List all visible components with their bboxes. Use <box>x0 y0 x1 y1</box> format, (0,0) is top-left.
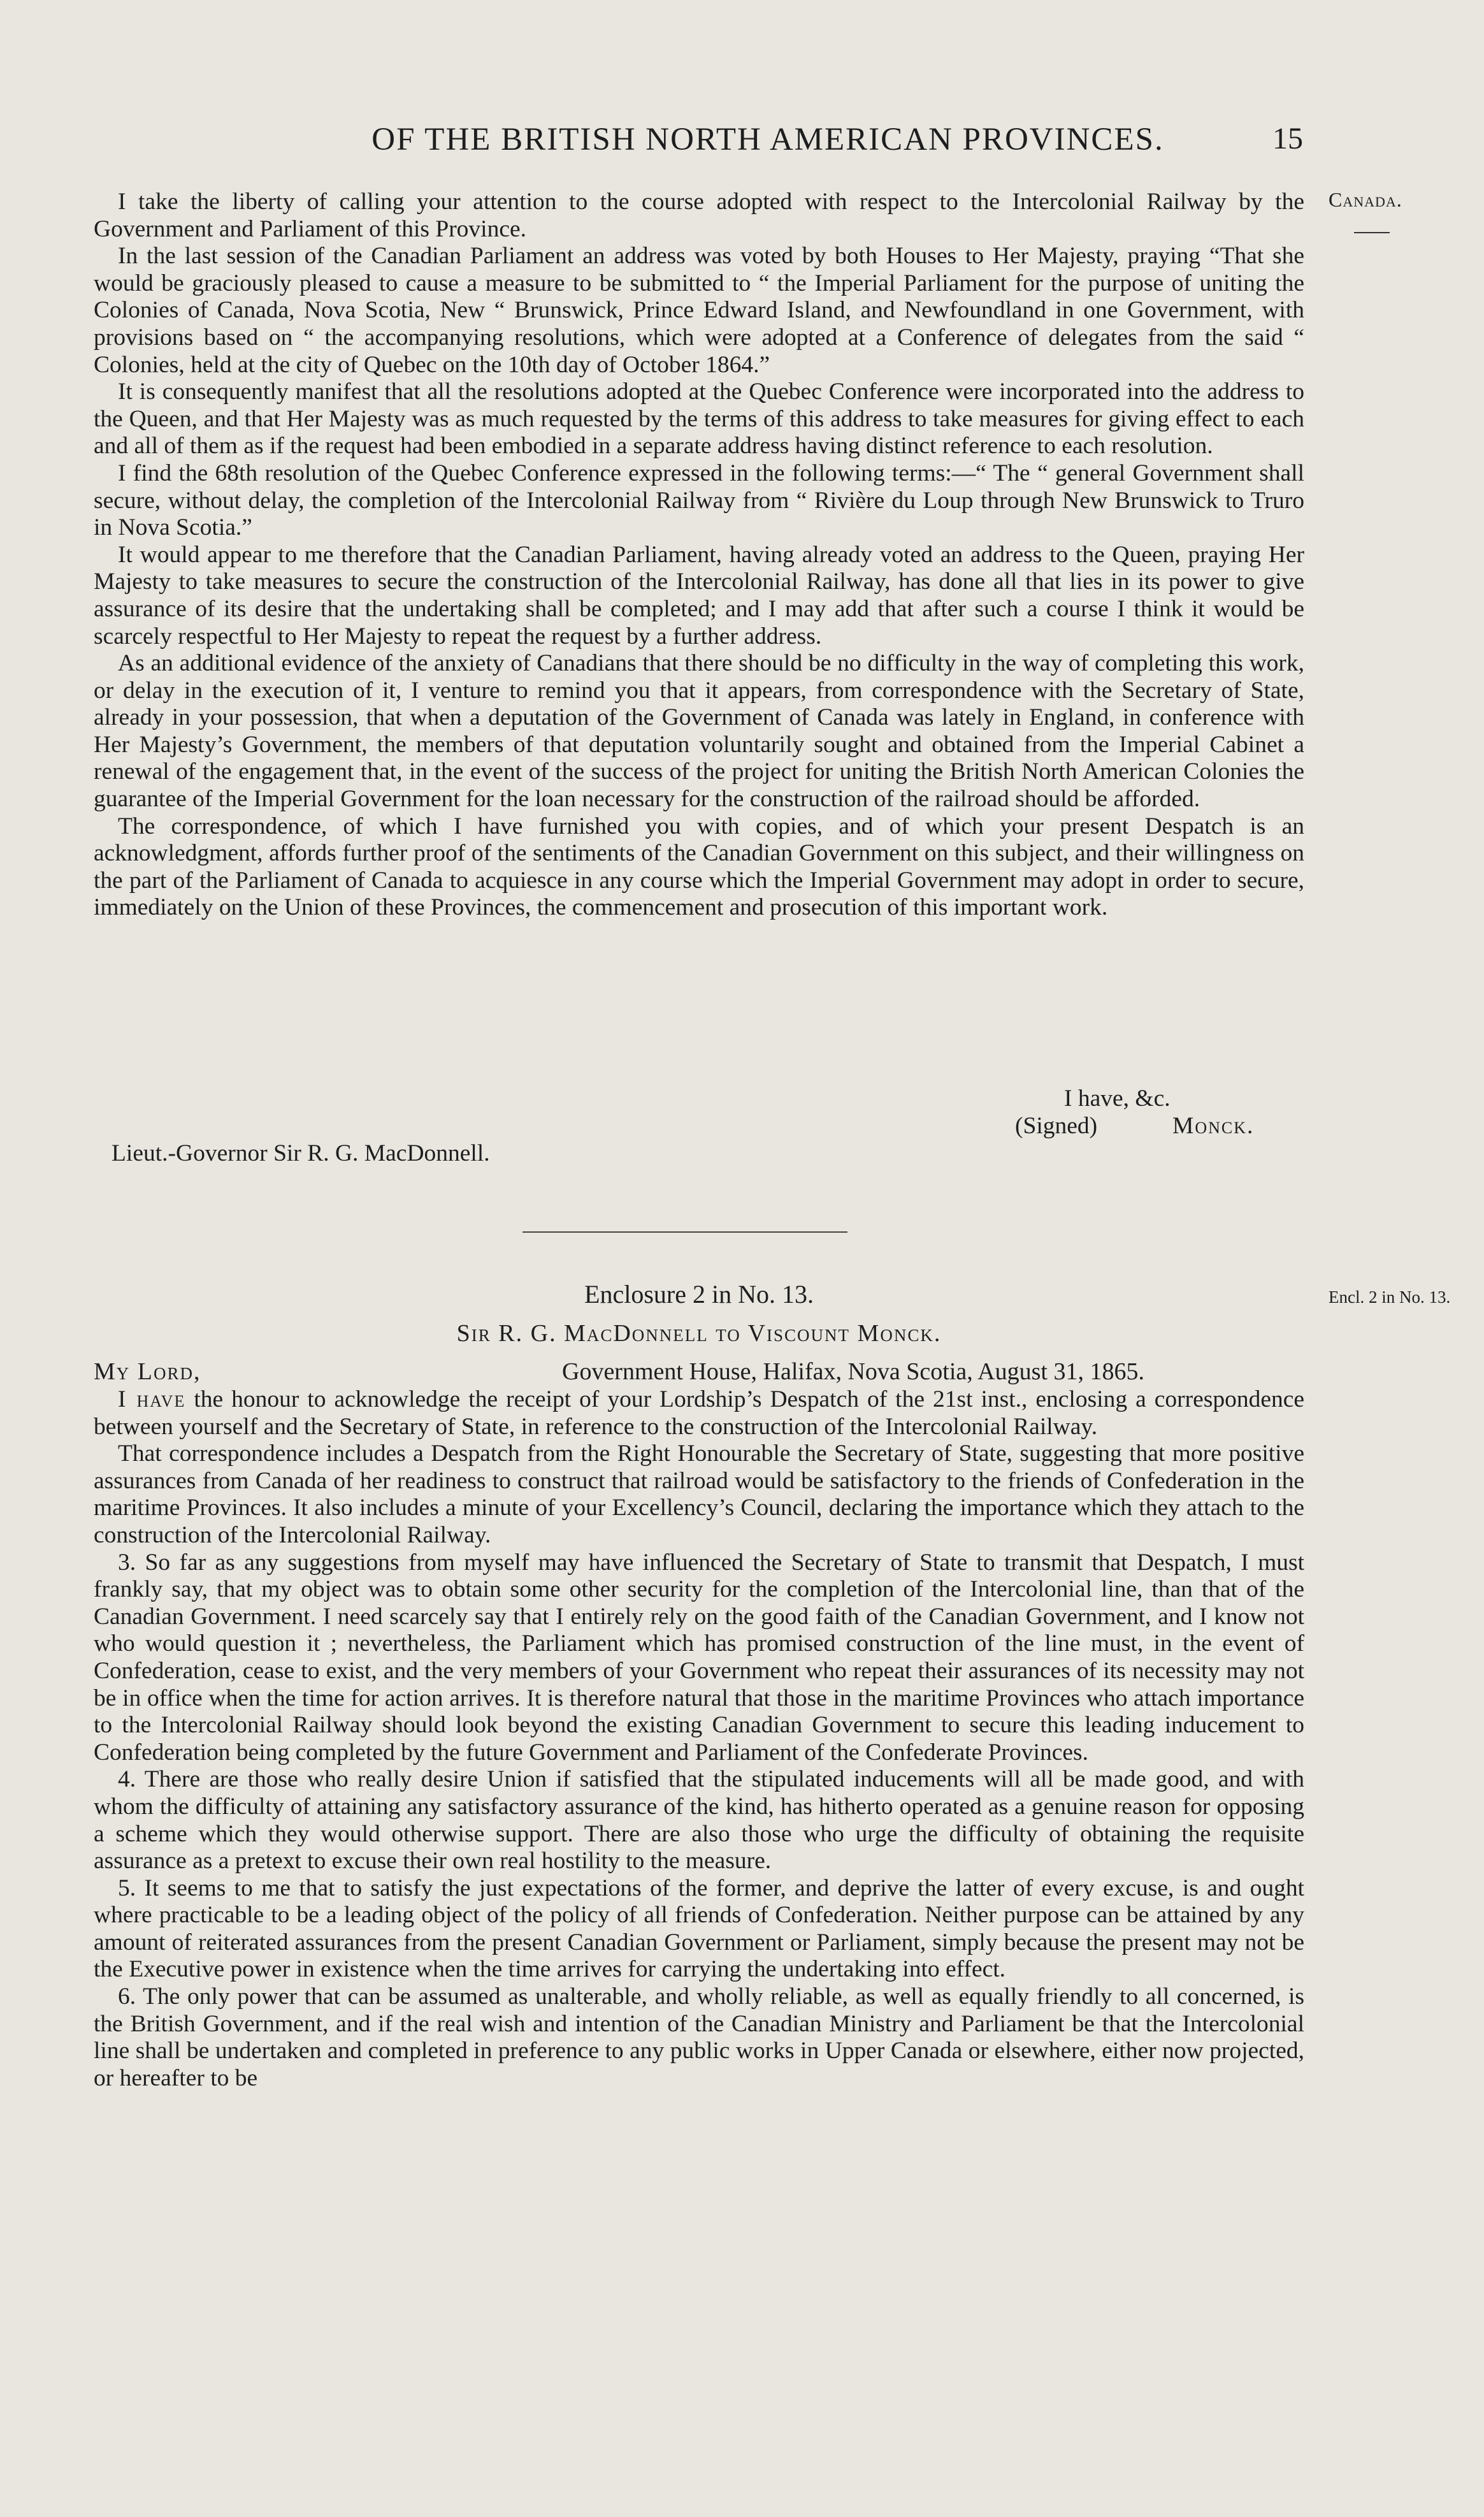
signer-name: Monck. <box>1172 1113 1255 1139</box>
enclosure-body <box>94 1386 1304 2092</box>
enclosure-subtitle <box>94 1319 1304 1347</box>
enclosure-subtitle-text: Sir R. G. MacDonnell to Viscount Monck. <box>456 1320 942 1347</box>
salutation-row <box>94 1358 1304 1386</box>
enclosure-paragraph: 5. It seems to me that to satisfy the just expectations of the former, and deprive the latter of every excuse, is and ought where practicable to be a leading object of the policy of all friends of Confederation. Neither purpose can be attained by any amount of reiterated assurances from the present Canadian Government or Parliament, simply because the present may not be the Executive power in existence when the time arrives for carrying the undertaking into effect. <box>94 1875 1304 1983</box>
margin-rule <box>1354 232 1390 233</box>
first-words: I have <box>118 1386 186 1412</box>
letter-paragraph: It would appear to me therefore that the Canadian Parliament, having already voted an address to the Queen, praying Her Majesty to take measures to secure the construction of the Intercolonial Railway, has done all that lies in its power to give assurance of its desire that the undertaking shall be completed; and I may add that after such a course I think it would be scarcely respectful to Her Majesty to repeat the request by a further address. <box>94 541 1304 649</box>
letter-paragraph: As an additional evidence of the anxiety of Canadians that there should be no difficulty in the way of completing this work, or delay in the execution of it, I venture to remind you that it appears, from correspondence with the Secretary of State, already in your possession, that when a deputation of the Government of Canada was lately in England, in conference with Her Majesty’s Government, the members of that deputation voluntarily sought and obtained from the Imperial Cabinet a renewal of the engagement that, in the event of the success of the project for uniting the British North American Colonies the guarantee of the Imperial Government for the loan necessary for the construction of the railroad should be afforded. <box>94 650 1304 813</box>
letter-paragraph: I find the 68th resolution of the Quebec Conference expressed in the following terms:—“ The “ general Government shall secure, without delay, the completion of the Intercolonial Railway from “ Rivière du Loup through New Brunswick to Truro in Nova Scotia.” <box>94 460 1304 541</box>
margin-note-encl: Encl. 2 in No. 13. <box>1329 1288 1451 1307</box>
enclosure-paragraph: 6. The only power that can be assumed as unalterable, and wholly reliable, as well as equally friendly to all concerned, is the British Government, and if the real wish and intention of the Canadian Ministry and Parliament be that the Intercolonial line shall be undertaken and completed in preference to any public works in Upper Canada or elsewhere, either now projected, or hereafter to be <box>94 1984 1304 2091</box>
enclosure-paragraph: 4. There are those who really desire Union if satisfied that the stipulated inducements will all be made good, and with whom the difficulty of attaining any satisfactory assurance of the kind, has hitherto operated as a genuine reason for opposing a scheme which they would otherwise support. There are also those who urge the difficulty of obtaining the requisite assurance as a pretext to excuse their own real hostility to the measure. <box>94 1766 1304 1875</box>
signed-label: (Signed) <box>1015 1113 1098 1139</box>
enclosure-paragraph <box>94 1386 1304 1440</box>
salutation: My Lord, <box>94 1358 201 1385</box>
enclosure-paragraph-text: the honour to acknowledge the receipt of your Lordship’s Despatch of the 21st inst., enclosing a correspondence between yourself and the Secretary of State, in reference to the construction of the Intercolonial Railway. <box>94 1386 1305 1440</box>
enclosure-title: Enclosure 2 in No. 13. <box>584 1280 814 1309</box>
section-divider <box>522 1231 847 1233</box>
closing-line: I have, &c. <box>1064 1085 1171 1112</box>
letter-paragraph: In the last session of the Canadian Parliament an address was voted by both Houses to Her Majesty, praying “That she would be graciously pleased to cause a measure to be submitted to “ the Imperial Parliament for the purpose of uniting the Colonies of Canada, Nova Scotia, New “ Brunswick, Prince Edward Island, and Newfoundland in one Government, with provisions based on “ the accompanying resolutions, which were adopted at a Conference of delegates from the said “ Colonies, held at the city of Quebec on the 10th day of October 1864.” <box>94 243 1304 378</box>
dateline: Government House, Halifax, Nova Scotia, August 31, 1865. <box>562 1358 1144 1385</box>
letter-paragraph: I take the liberty of calling your attention to the course adopted with respect to the Intercolonial Railway by the Government and Parliament of this Province. <box>94 189 1304 242</box>
margin-note-canada: Canada. <box>1329 188 1402 211</box>
page-number: 15 <box>1272 122 1303 156</box>
enclosure-paragraph: 3. So far as any suggestions from myself may have influenced the Secretary of State to transmit that Despatch, I must frankly say, that my object was to obtain some other security for the completion of the Intercolonial line, than that of the Canadian Government. I need scarcely say that I entirely rely on the good faith of the Canadian Government, and I know not who would question it ; nevertheless, the Parliament which has promised construction of the line must, in the event of Confederation, cease to exist, and the very members of your Government who repeat their assurances of its necessity may not be in office when the time for action arrives. It is therefore natural that those in the maritime Provinces who attach importance to the Intercolonial Railway should look beyond the existing Canadian Government to secure this leading inducement to Confederation being completed by the future Government and Parliament of the Confederate Provinces. <box>94 1549 1304 1766</box>
letter-body <box>94 189 1304 922</box>
addressee: Lieut.-Governor Sir R. G. MacDonnell. <box>112 1140 490 1166</box>
running-title: OF THE BRITISH NORTH AMERICAN PROVINCES. <box>371 122 1164 157</box>
enclosure-paragraph: That correspondence includes a Despatch from the Right Honourable the Secretary of State, suggesting that more positive assurances from Canada of her readiness to construct that railroad would be satisfactory to the friends of Confederation in the maritime Provinces. It also includes a minute of your Excellency’s Council, declaring the importance which they attach to the construction of the Intercolonial Railway. <box>94 1440 1304 1548</box>
letter-paragraph: It is consequently manifest that all the resolutions adopted at the Quebec Conference were incorporated into the address to the Queen, and that Her Majesty was as much requested by the terms of this address to take measures for giving effect to each and all of them as if the request had been embodied in a separate address having distinct reference to each resolution. <box>94 379 1304 460</box>
letter-paragraph: The correspondence, of which I have furnished you with copies, and of which your present Despatch is an acknowledgment, affords further proof of the sentiments of the Canadian Government on this subject, and their willingness on the part of the Parliament of Canada to acquiesce in any course which the Imperial Government may adopt in order to secure, immediately on the Union of these Provinces, the commencement and prosecution of this important work. <box>94 813 1304 921</box>
